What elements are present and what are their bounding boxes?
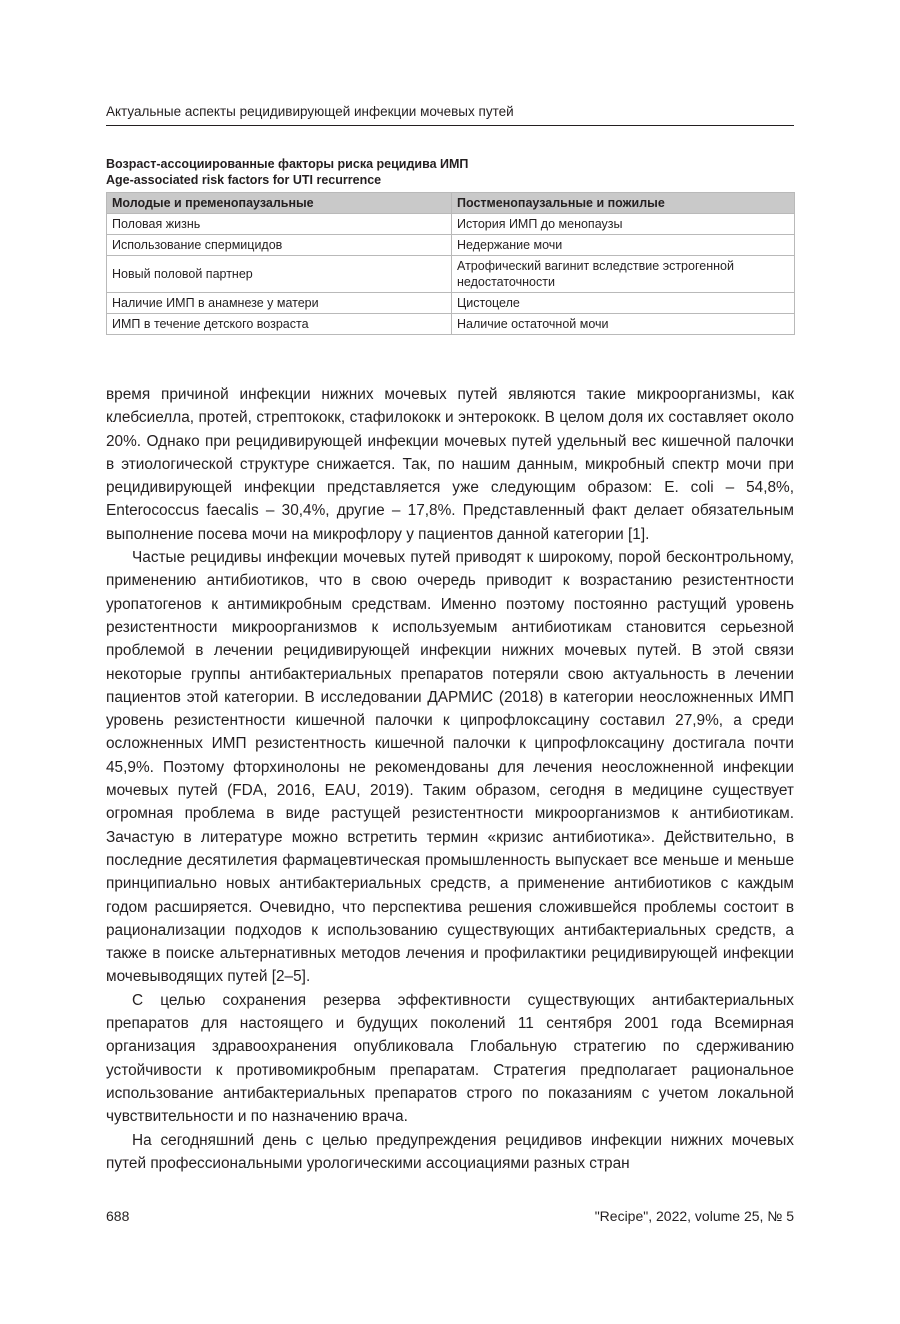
- table-cell: Наличие остаточной мочи: [452, 314, 795, 335]
- journal-citation: "Recipe", 2022, volume 25, № 5: [594, 1208, 794, 1224]
- body-paragraph: Частые рецидивы инфекции мочевых путей приводят к широкому, порой бесконтрольному, применению антибиотиков, что в свою очередь приводит к возрастанию резистентности уропатогенов к антимикробным средствам. Именно поэтому постоянно растущий уровень резистентности микроорганизмов к используемым антибиотикам становится серьезной проблемой в лечении рецидивирующей инфекции нижних мочевых путей. В этой связи некоторые группы антибактериальных препаратов потеряли свою актуальность в лечении пациентов этой категории. В исследовании ДАРМИС (2018) в категории неосложненных ИМП уровень резистентности кишечной палочки к ципрофлоксацину составил 27,9%, а среди осложненных ИМП резистентность кишечной палочки к ципрофлоксацину достигала почти 45,9%. Поэтому фторхинолоны не рекомендованы для лечения неосложненной инфекции мочевых путей (FDA, 2016, EAU, 2019). Таким образом, сегодня в медицине существует огромная проблема в виде растущей резистентности микроорганизмов к антибиотикам. Зачастую в литературе можно встретить термин «кризис антибиотика». Действительно, в последние десятилетия фармацевтическая промышленность выпускает все меньше и меньше принципиально новых антибактериальных средств, а применение антибиотиков с каждым годом расширяется. Очевидно, что перспектива решения сложившейся проблемы состоит в рационализации подходов к использованию существующих антибактериальных средств, а также в поиске альтернативных методов лечения и профилактики рецидивирующей инфекции мочевыводящих путей [2–5].: [106, 549, 794, 986]
- table-row: [107, 293, 795, 314]
- column-header-young: Молодые и пременопаузальные: [107, 193, 452, 214]
- table-cell: Половая жизнь: [107, 214, 452, 235]
- table-cell: Недержание мочи: [452, 235, 795, 256]
- risk-factors-table: [106, 192, 795, 335]
- body-paragraph: На сегодняшний день с целью предупреждения рецидивов инфекции нижних мочевых путей профессиональными урологическими ассоциациями разных стран: [106, 1131, 794, 1172]
- table-cell: ИМП в течение детского возраста: [107, 314, 452, 335]
- table-cell: История ИМП до менопаузы: [452, 214, 795, 235]
- table-row: [107, 256, 795, 293]
- table-caption-ru: Возраст-ассоциированные факторы риска рецидива ИМП: [106, 157, 469, 171]
- body-paragraph: С целью сохранения резерва эффективности существующих антибактериальных препаратов для настоящего и будущих поколений 11 сентября 2001 года Всемирная организация здравоохранения опубликовала Глобальную стратегию по сдерживанию устойчивости к противомикробным препаратам. Стратегия предполагает рациональное использование антибактериальных препаратов строго по показаниям с учетом локальной чувствительности и по назначению врача.: [106, 991, 794, 1126]
- table-cell: Атрофический вагинит вследствие эстрогенной недостаточности: [452, 256, 795, 293]
- table-cell: Цистоцеле: [452, 293, 795, 314]
- column-header-postmenopausal: Постменопаузальные и пожилые: [452, 193, 795, 214]
- table-row: [107, 235, 795, 256]
- page-footer: [106, 1208, 794, 1224]
- risk-factors-table-block: [106, 156, 794, 335]
- table-caption-en: Age-associated risk factors for UTI recurrence: [106, 173, 382, 187]
- table-row: [107, 314, 795, 335]
- running-header: Актуальные аспекты рецидивирующей инфекции мочевых путей: [106, 104, 794, 126]
- article-body: [106, 383, 794, 1175]
- table-cell: Новый половой партнер: [107, 256, 452, 293]
- table-cell: Наличие ИМП в анамнезе у матери: [107, 293, 452, 314]
- table-cell: Использование спермицидов: [107, 235, 452, 256]
- table-header-row: [107, 193, 795, 214]
- table-row: [107, 214, 795, 235]
- body-paragraph: время причиной инфекции нижних мочевых путей являются такие микроорганизмы, как клебсиелла, протей, стрептококк, стафилококк и энтерококк. В целом доля их составляет около 20%. Однако при рецидивирующей инфекции мочевых путей удельный вес кишечной палочки в этиологической структуре снижается. Так, по нашим данным, микробный спектр мочи при рецидивирующей инфекции представляется уже следующим образом: E. coli – 54,8%, Enterococcus faecalis – 30,4%, другие – 17,8%. Представленный факт делает обязательным выполнение посева мочи на микрофлору у пациентов данной категории [1].: [106, 386, 794, 543]
- page-number: 688: [106, 1208, 130, 1224]
